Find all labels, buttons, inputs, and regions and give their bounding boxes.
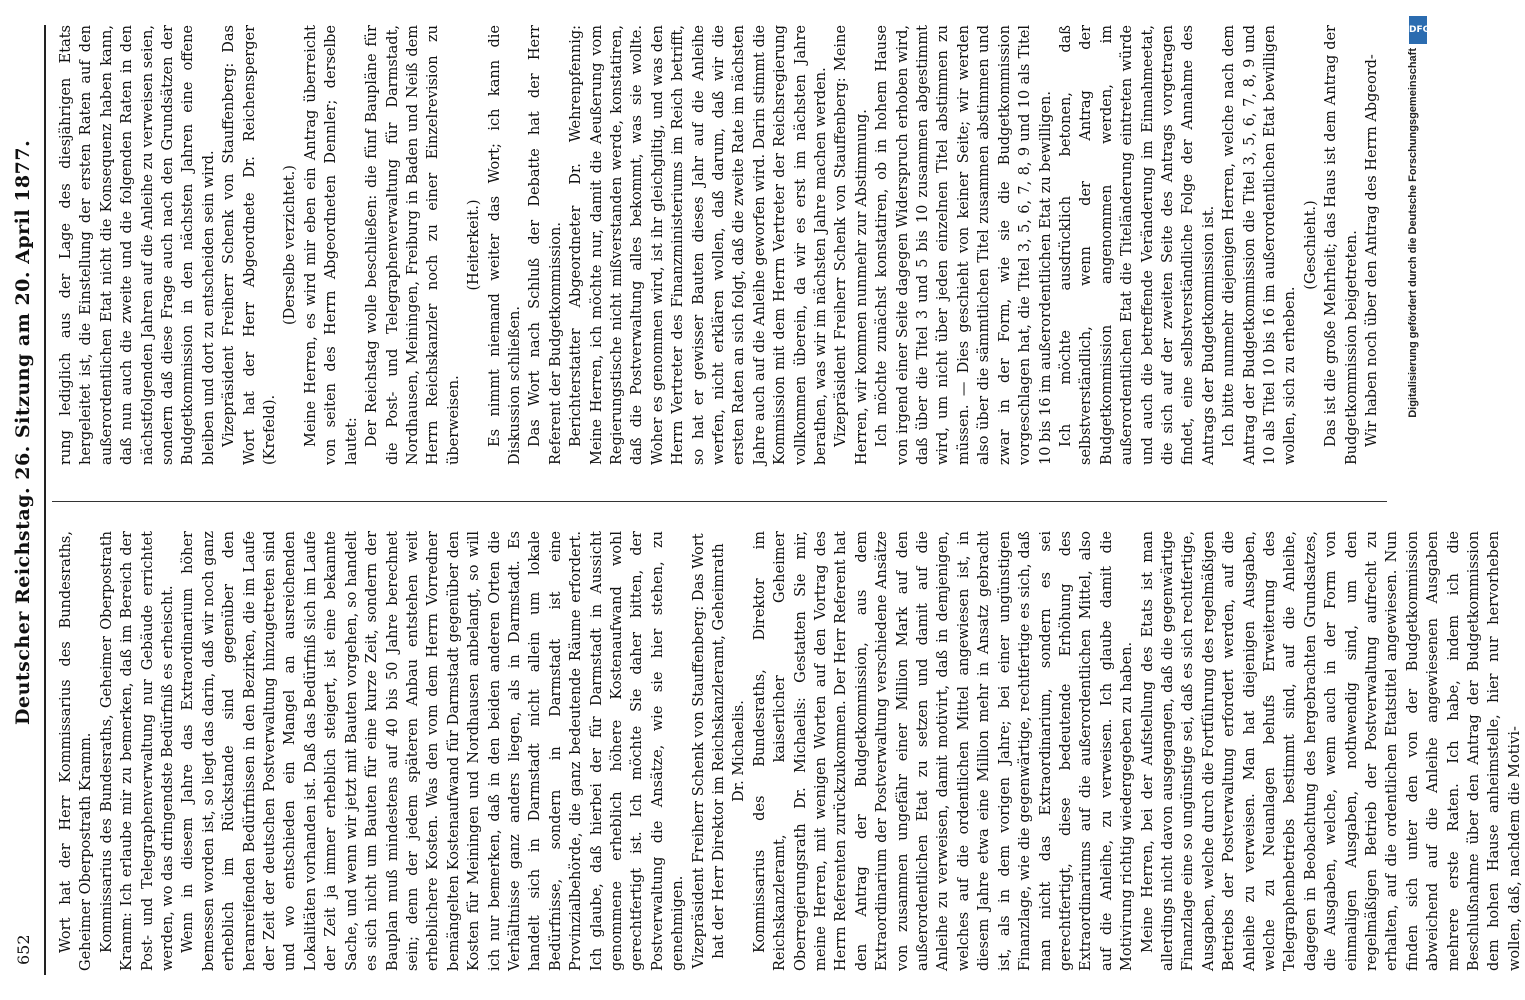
paragraph: Das Wort nach Schluß der Debatte hat der Herr Referent der Budgetkommission. (527, 25, 564, 465)
paragraph: Meine Herren, es wird mir eben ein Antrag überreicht von seiten des Herrn Abgeordneten Dennler; derselbe lautet: (302, 25, 360, 465)
paragraph: Vizepräsident Freiherr Schenk von Stauffenberg: Meine Herren, wir kommen nunmehr zur Abstimmung. (833, 25, 870, 465)
page-title: Deutscher Reichstag. 26. Sitzung am 20. April 1877. (12, 139, 34, 725)
paragraph: Der Reichstag wolle beschließen: die fünf Baupläne für die Post- und Telegraphenverwaltung für Darmstadt, Nordhausen, Meiningen, Freiburg in Baden und Neiß dem Herrn Reichskanzler noch zu einer Einzelrevision zu überweisen. (364, 25, 462, 465)
paragraph: Wort hat der Herr Kommissarius des Bundesraths, Geheimer Oberpostrath Kramm. (58, 531, 95, 971)
paragraph: Berichterstatter Abgeordneter Dr. Wehrenpfennig: Meine Herren, ich möchte nur, damit die Aeußerung vom Regierungstische nicht mißverstanden werde, konstatiren, daß die Postverwaltung alles bekommt, was sie wollte. Woher es genommen wird, ist ihr gleichgiltig, und was den Herrn Vertreter des Finanzministeriums im Reich betrifft, so hat er gewisser Bauten dieses Jahr auf die Anleihe werfen, nicht erklären wollen, daß darum, daß wir die ersten Raten an sich folgt, daß die zweite Rate im nächsten Jahre auch auf die Anleihe geworfen wird. Darin stimmt die Kommission mit dem Herrn Vertreter der Reichsregierung vollkommen überein, da wir es erst im nächsten Jahre berathen, was wir im nächsten Jahre machen werden. (568, 25, 830, 465)
left-column (56, 531, 1525, 971)
corner-mark (1355, 0, 1405, 8)
column-divider (52, 501, 1387, 502)
paragraph: Vizepräsident Freiherr Schenk von Stauffenberg: Das Wort hat der Herr Direktor im Reichskanzleramt, Geheimrath Dr. Michaelis. (690, 533, 748, 969)
paragraph: Ich möchte zunächst konstatiren, ob in hohem Hause von irgend einer Seite dagegen Widerspruch erhoben wird, daß über die Titel 3 und 5 bis 10 zusammen abgestimmt wird, um nicht über jeden einzelnen Titel abstimmen zu müssen. — Dies geschieht von keiner Seite; wir werden also über die sämmtlichen Titel zusammen abstimmen und zwar in der Form, wie sie die Budgetkommission vorgeschlagen hat, die Titel 3, 5, 6, 7, 8, 9 und 10 als Titel 10 bis 16 im außerordentlichen Etat zu bewilligen. (874, 25, 1054, 465)
header-rule (44, 25, 46, 975)
dfg-logo: DFG (1409, 16, 1427, 44)
page-number: 652 (14, 934, 33, 965)
paragraph: (Heiterkeit.) (466, 199, 483, 291)
paragraph: Das ist die große Mehrheit; das Haus ist dem Antrag der Budgetkommission beigetreten. (1323, 25, 1360, 465)
paragraph: Ich möchte ausdrücklich betonen, daß selbstverständlich, wenn der Antrag der Budgetkommission angenommen werden, im außerordentlichen Etat die Titeländerung eintreten würde und auch die betreffende Veränderung im Einnahmeetat, die sich auf der zweiten Seite des Antrags vorgetragen findet, eine selbstverständliche Folge der Annahme des Antrags der Budgetkommission ist. (1057, 25, 1217, 465)
paragraph: Meine Herren, bei der Aufstellung des Etats ist man allerdings nicht davon ausgegangen, daß die gegenwärtige Finanzlage eine so ungünstige sei, daß es sich rechtfertige, Ausgaben, welche durch die Fortführung des regelmäßigen Betriebs der Postverwaltung erfordert werden, auf die Anleihe zu verweisen. Man hat diejenigen Ausgaben, welche zu Neuanlagen behufs Erweiterung des Telegraphenbetriebs bestimmt sind, auf die Anleihe, dagegen in Beobachtung des hergebrachten Grundsatzes, die Ausgaben, welche, wenn auch in der Form von einmaligen Ausgaben, nothwendig sind, um den regelmäßigen Betrieb der Postverwaltung aufrecht zu erhalten, auf die ordentlichen Etatstitel angewiesen. Nun finden sich unter den von der Budgetkommission abweichend auf die Anleihe angewiesenen Ausgaben mehrere erste Raten. Ich habe, indem ich die Beschlußnahme über den Antrag der Budgetkommission dem hohen Hause anheimstelle, hier nur hervorheben wollen, daß, nachdem die Motivi- (1139, 531, 1523, 971)
right-column (56, 25, 1382, 465)
paragraph: Es nimmt niemand weiter das Wort; ich kann die Diskussion schließen. (486, 25, 523, 465)
paragraph: Kommissarius des Bundesraths, Direktor im Reichskanzleramt, kaiserlicher Geheimer Oberregierungsrath Dr. Michaelis: Gestatten Sie mir, meine Herren, mit wenigen Worten auf den Vortrag des Herrn Referenten zurückzukommen. Der Herr Referent hat den Antrag der Budgetkommission, aus dem Extraordinarium der Postverwaltung verschiedene Ansätze von zusammen ungefähr einer Million Mark auf den außerordentlichen Etat zu setzen und damit auf die Anleihe zu verweisen, damit motivirt, daß in demjenigen, welches auf die ordentlichen Mittel angewiesen ist, in diesem Jahre etwa eine Million mehr in Ansatz gebracht ist, als in dem vorigen Jahre; bei einer ungünstigen Finanzlage, wie die gegenwärtige, rechtfertige es sich, daß man nicht das Extraordinarium, sondern es sei gerechtfertigt, diese bedeutende Erhöhung des Extraordinariums auf die außerordentlichen Mittel, also auf die Anleihe, zu verweisen. Ich glaube damit die Motivirung richtig wiedergegeben zu haben. (751, 531, 1136, 971)
paragraph: (Derselbe verzichtet.) (282, 165, 299, 325)
paragraph: Vizepräsident Freiherr Schenk von Stauffenberg: Das Wort hat der Herr Abgeordnete Dr. Reichensperger (Krefeld). (221, 25, 279, 465)
paragraph: (Geschieht.) (1302, 200, 1319, 290)
dfg-watermark (1405, 8, 1431, 988)
paragraph: Ich bitte nunmehr diejenigen Herren, welche nach dem Antrag der Budgetkommission die Titel 3, 5, 6, 7, 8, 9 und 10 als Titel 10 bis 16 im außerordentlichen Etat bewilligen wollen, sich zu erheben. (1221, 25, 1299, 465)
paragraph: Wir haben noch über den Antrag des Herrn Abgeord- (1364, 54, 1380, 447)
paragraph: rung lediglich aus der Lage des diesjährigen Etats hergeleitet ist, die Einstellung der ersten Raten auf den außerordentlichen Etat nicht die Konsequenz haben kann, daß nun auch die zweite und die folgenden Raten in den nächstfolgenden Jahren auf die Anleihe zu verweisen seien, sondern daß diese Frage auch nach den Grundsätzen der Budgetkommission in den nächsten Jahren eine offene bleiben und dort zu entscheiden sein wird. (58, 25, 217, 465)
dfg-watermark-text: Digitalisierung gefördert durch die Deutsche Forschungsgemeinschaft (1407, 48, 1419, 418)
page-header (6, 25, 46, 975)
paragraph: Wenn in diesem Jahre das Extraordinarium höher bemessen worden ist, so liegt das darin, daß wir noch ganz erheblich im Rückstande sind gegenüber den heranreifenden Bedürfnissen in den Bezirken, die im Laufe der Zeit der deutschen Postverwaltung hinzugetreten sind und wo entschieden ein Mangel an ausreichenden Lokalitäten vorhanden ist. Daß das Bedürfniß sich im Laufe der Zeit ja immer erheblich steigert, ist eine bekannte Sache, und wenn wir jetzt mit Bauten vorgehen, so handelt es sich nicht um Bauten für eine kurze Zeit, sondern der Bauplan muß mindestens auf 40 bis 50 Jahre berechnet sein; denn der jedem späteren Anbau entstehen weit erheblichere Kosten. Was den vom dem Herrn Vorredner bemängelten Kostenaufwand für Darmstadt gegenüber den Kosten für Meiningen und Nordhausen anbelangt, so will ich nur bemerken, daß in den beiden anderen Orten die Verhältnisse ganz anders liegen, als in Darmstadt. Es handelt sich in Darmstadt nicht allein um lokale Bedürfnisse, sondern in Darmstadt ist eine Provinzialbehörde, die ganz bedeutende Räume erfordert. Ich glaube, daß hierbei der für Darmstadt in Aussicht genommene erheblich höhere Kostenaufwand wohl gerechtfertigt ist. Ich möchte Sie daher bitten, der Postverwaltung die Ansätze, wie sie hier stehen, zu genehmigen. (180, 531, 687, 971)
paragraph: Kommissarius des Bundesraths, Geheimer Oberpostrath Kramm: Ich erlaube mir zu bemerken, daß im Bereich der Post- und Telegraphenverwaltung nur Gebäude errichtet werden, wo das dringendste Bedürfniß es erheischt. (98, 531, 177, 971)
